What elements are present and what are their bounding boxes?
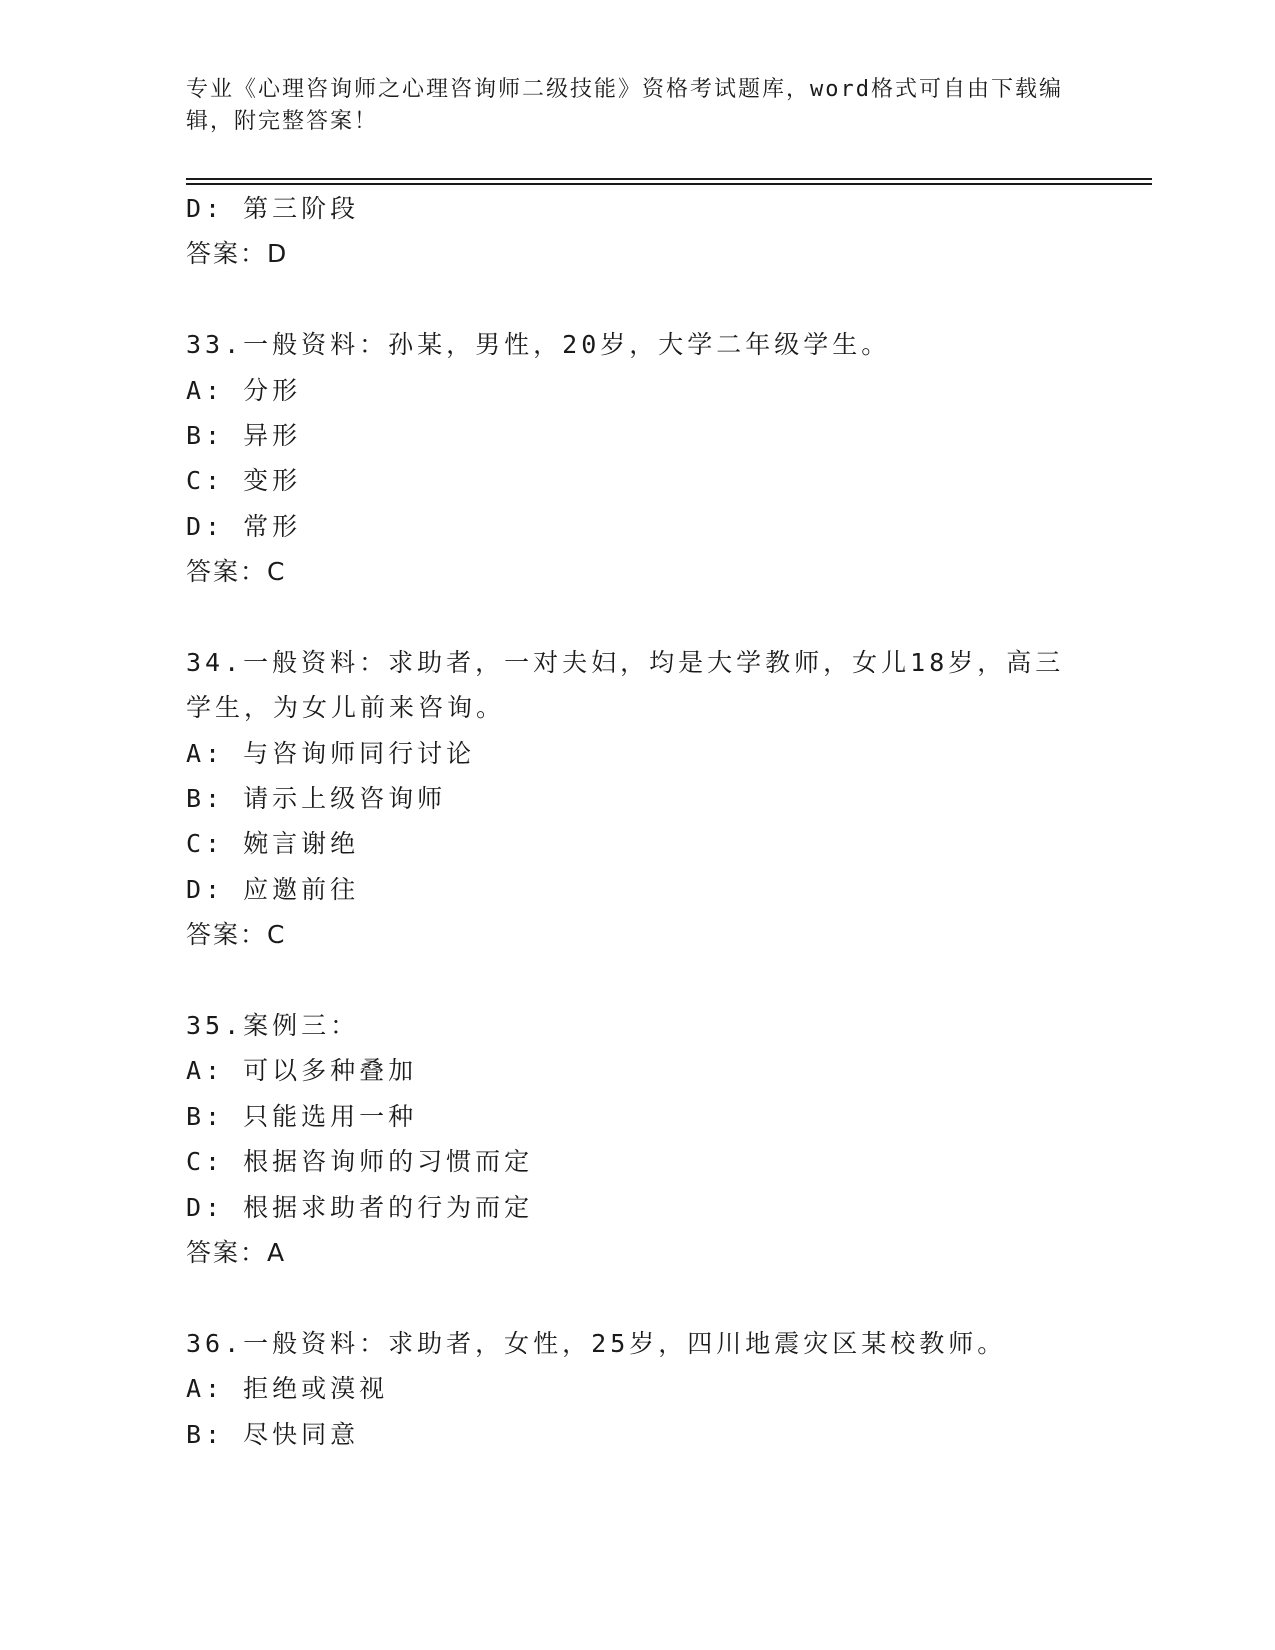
option-d: D: 第三阶段 [186, 194, 360, 223]
option-c: C: 变形 [186, 466, 302, 496]
option-b: B: 请示上级咨询师 [186, 784, 447, 814]
question-stem: 36.一般资料：求助者，女性，25岁，四川地震灾区某校教师。 [186, 1328, 1007, 1358]
answer: 答案：C [186, 557, 287, 587]
option-a: A: 可以多种叠加 [186, 1056, 418, 1086]
option-d: D: 常形 [186, 511, 302, 541]
question-stem: 34.一般资料：求助者，一对夫妇，均是大学教师，女儿18岁，高三 [186, 647, 1065, 677]
option-a: A: 与咨询师同行讨论 [186, 738, 476, 768]
spacer [186, 277, 1152, 322]
option-d: D: 应邀前往 [186, 874, 360, 904]
option-b: B: 尽快同意 [186, 1419, 360, 1449]
question-stem: 33.一般资料：孙某，男性，20岁，大学二年级学生。 [186, 330, 891, 360]
answer: 答案：C [186, 920, 287, 950]
question-stem: 35.案例三： [186, 1011, 360, 1041]
option-b: B: 只能选用一种 [186, 1101, 418, 1131]
header-rule-bottom [186, 183, 1152, 185]
option-c: C: 婉言谢绝 [186, 829, 360, 859]
header-rule-top [186, 178, 1152, 180]
answer: 答案：A [186, 1237, 287, 1267]
spacer [186, 958, 1152, 1003]
option-d: D: 根据求助者的行为而定 [186, 1192, 534, 1222]
option-a: A: 分形 [186, 375, 302, 405]
option-a: A: 拒绝或漠视 [186, 1374, 389, 1404]
page-header: 专业《心理咨询师之心理咨询师二级技能》资格考试题库，word格式可自由下载编辑，附完整答案！ [186, 77, 1063, 134]
question-stem-continued: 学生，为女儿前来咨询。 [186, 693, 506, 723]
option-b: B: 异形 [186, 420, 302, 450]
spacer [186, 1275, 1152, 1320]
answer: 答案：D [186, 239, 289, 269]
spacer [186, 595, 1152, 640]
option-c: C: 根据咨询师的习惯而定 [186, 1147, 534, 1177]
document-body [186, 186, 1152, 1457]
